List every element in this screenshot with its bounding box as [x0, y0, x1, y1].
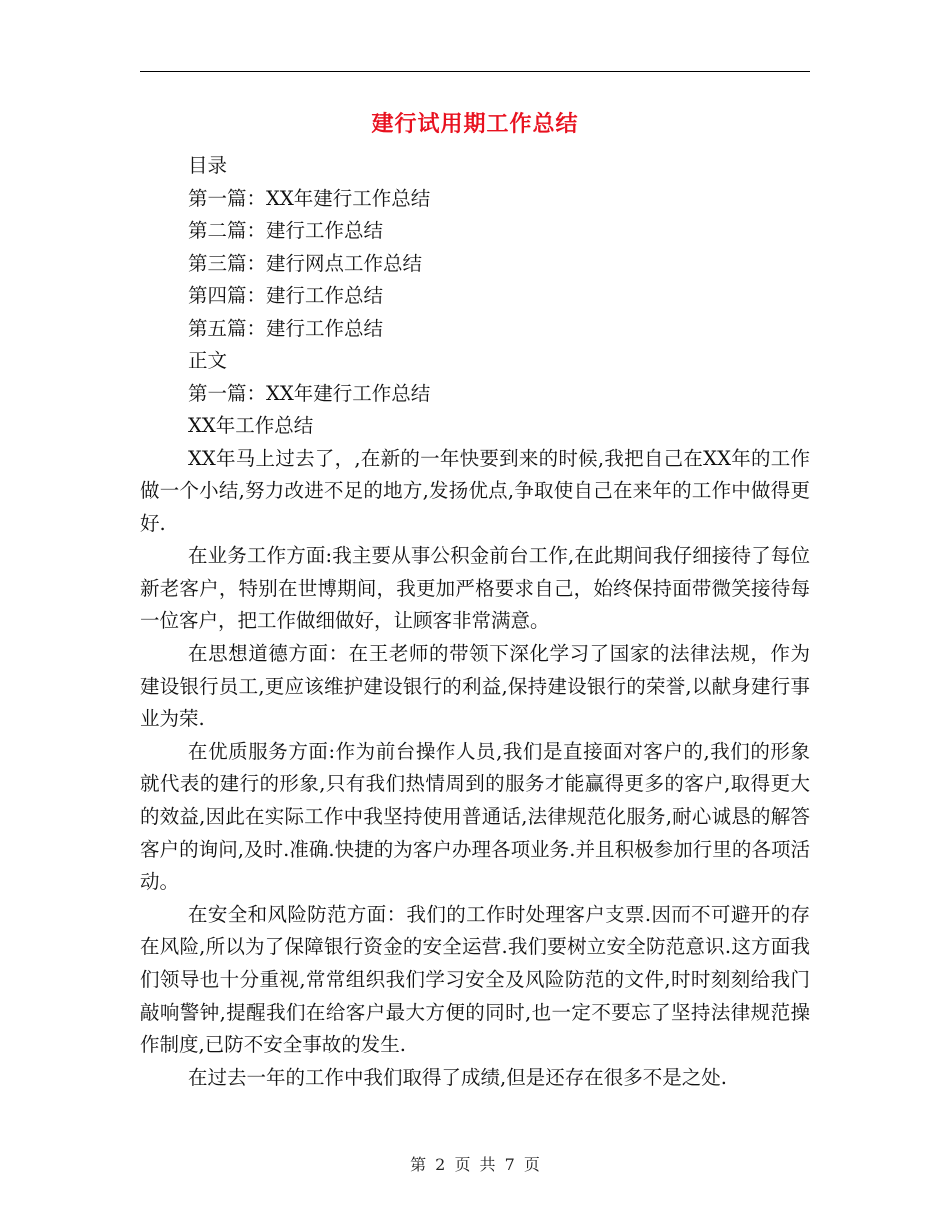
body-paragraph: 在业务工作方面:我主要从事公积金前台工作,在此期间我仔细接待了每位新老客户，特别在世博期间，我更加严格要求自己，始终保持面带微笑接待每一位客户，把工作做细做好，让顾客非常满意。 [140, 544, 810, 633]
toc-item: 第一篇：XX年建行工作总结 [188, 186, 431, 210]
toc-item: 第三篇：建行网点工作总结 [188, 251, 423, 275]
body-paragraph: 在过去一年的工作中我们取得了成绩,但是还存在很多不是之处. [188, 1065, 727, 1089]
page-number: 第 2 页 共 7 页 [410, 1155, 540, 1174]
toc-item: 第四篇：建行工作总结 [188, 284, 384, 307]
toc-item: 第五篇：建行工作总结 [188, 316, 384, 340]
body-paragraph: 在安全和风险防范方面：我们的工作时处理客户支票.因而不可避开的存在风险,所以为了保障银行资金的安全运营.我们要树立安全防范意识.这方面我们领导也十分重视,常常组织我们学习安全及风险防范的文件,时时刻刻给我门敲响警钟,提醒我们在给客户最大方便的同时,也一定不要忘了坚持法律规范操作制度,已防不安全事故的发生. [140, 902, 810, 1057]
document-content [140, 150, 810, 1094]
body-heading: 正文 [188, 349, 228, 372]
document-title: 建行试用期工作总结 [371, 112, 579, 137]
body-paragraph: 在思想道德方面：在王老师的带领下深化学习了国家的法律法规，作为建设银行员工,更应该维护建设银行的利益,保持建设银行的荣誉,以献身建行事业为荣. [140, 642, 810, 731]
toc-heading: 目录 [188, 154, 228, 177]
section-subtitle: XX年工作总结 [188, 414, 314, 437]
chapter-title: 第一篇：XX年建行工作总结 [188, 381, 431, 405]
body-paragraph: XX年马上过去了，,在新的一年快要到来的时候,我把自己在XX年的工作做一个小结,努力改进不足的地方,发扬优点,争取使自己在来年的工作中做得更好. [140, 446, 810, 535]
toc-item: 第二篇：建行工作总结 [188, 219, 384, 242]
header-rule [140, 71, 810, 72]
body-paragraph: 在优质服务方面:作为前台操作人员,我们是直接面对客户的,我们的形象就代表的建行的形象,只有我们热情周到的服务才能赢得更多的客户,取得更大的效益,因此在实际工作中我坚持使用普通话,法律规范化服务,耐心诚恳的解答客户的询问,及时.准确.快捷的为客户办理各项业务.并且积极参加行里的各项活动。 [140, 739, 810, 894]
